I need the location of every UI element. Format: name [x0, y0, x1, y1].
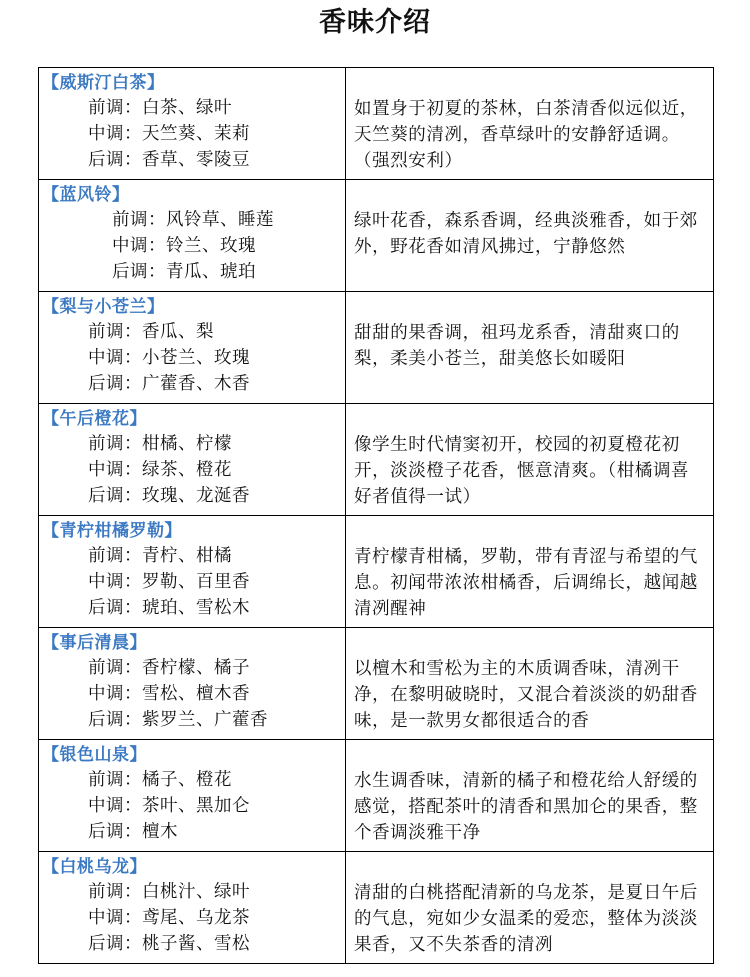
scent-row	[39, 292, 714, 404]
description-cell	[346, 628, 714, 740]
base-note: 后调：青瓜、琥珀	[112, 262, 256, 282]
description-cell	[346, 740, 714, 852]
top-note: 前调：白桃汁、绿叶	[88, 882, 250, 902]
top-note: 前调：柑橘、柠檬	[88, 434, 232, 454]
scent-table	[38, 67, 714, 964]
base-note: 后调：檀木	[88, 822, 178, 842]
base-note: 后调：琥珀、雪松木	[88, 598, 250, 618]
notes-cell	[39, 516, 346, 628]
scent-row	[39, 628, 714, 740]
scent-name: 【银色山泉】	[42, 745, 147, 765]
scent-name: 【事后清晨】	[42, 633, 147, 653]
scent-name: 【梨与小苍兰】	[42, 297, 165, 317]
middle-note: 中调：小苍兰、玫瑰	[88, 348, 250, 368]
description-cell	[346, 852, 714, 964]
description-cell	[346, 68, 714, 180]
scent-description: 如置身于初夏的茶林，白茶清香似远似近，天竺葵的清冽，香草绿叶的安静舒适调。（强烈安利）	[354, 99, 698, 171]
scent-name: 【威斯汀白茶】	[42, 73, 165, 93]
top-note: 前调：风铃草、睡莲	[112, 210, 274, 230]
base-note: 后调：玫瑰、龙涎香	[88, 486, 250, 506]
base-note: 后调：桃子酱、雪松	[88, 934, 250, 954]
scent-description: 青柠檬青柑橘，罗勒，带有青涩与希望的气息。初闻带浓浓柑橘香，后调绵长，越闻越清冽醒神	[354, 547, 698, 619]
description-cell	[346, 292, 714, 404]
middle-note: 中调：鸢尾、乌龙茶	[88, 908, 250, 928]
description-cell	[346, 180, 714, 292]
scent-description: 以檀木和雪松为主的木质调香味，清冽干净，在黎明破晓时，又混合着淡淡的奶甜香味，是一款男女都很适合的香	[354, 659, 698, 731]
top-note: 前调：香瓜、梨	[88, 322, 214, 342]
scent-description: 甜甜的果香调，祖玛龙系香，清甜爽口的梨，柔美小苍兰，甜美悠长如暖阳	[354, 323, 680, 369]
notes-cell	[39, 180, 346, 292]
scent-row	[39, 404, 714, 516]
middle-note: 中调：绿茶、橙花	[88, 460, 232, 480]
notes-cell	[39, 68, 346, 180]
top-note: 前调：白茶、绿叶	[88, 98, 232, 118]
scent-name: 【午后橙花】	[42, 409, 147, 429]
page-title: 香味介绍	[319, 7, 431, 38]
scent-name: 【蓝风铃】	[42, 185, 130, 205]
scent-description: 水生调香味，清新的橘子和橙花给人舒缓的感觉，搭配茶叶的清香和黑加仑的果香，整个香调淡雅干净	[354, 771, 698, 843]
scent-row	[39, 68, 714, 180]
middle-note: 中调：天竺葵、茉莉	[88, 124, 250, 144]
base-note: 后调：广藿香、木香	[88, 374, 250, 394]
notes-cell	[39, 292, 346, 404]
scent-name: 【白桃乌龙】	[42, 857, 147, 877]
top-note: 前调：青柠、柑橘	[88, 546, 232, 566]
scent-row	[39, 180, 714, 292]
scent-name: 【青柠柑橘罗勒】	[42, 521, 182, 541]
scent-row	[39, 516, 714, 628]
scent-row	[39, 740, 714, 852]
scent-description: 绿叶花香，森系香调，经典淡雅香，如于郊外，野花香如清风拂过，宁静悠然	[354, 211, 698, 257]
scent-description: 像学生时代情窦初开，校园的初夏橙花初开，淡淡橙子花香，惬意清爽。（柑橘调喜好者值得一试）	[354, 435, 690, 507]
middle-note: 中调：茶叶、黑加仑	[88, 796, 250, 816]
base-note: 后调：紫罗兰、广藿香	[88, 710, 268, 730]
notes-cell	[39, 628, 346, 740]
notes-cell	[39, 740, 346, 852]
top-note: 前调：橘子、橙花	[88, 770, 232, 790]
middle-note: 中调：雪松、檀木香	[88, 684, 250, 704]
description-cell	[346, 404, 714, 516]
notes-cell	[39, 404, 346, 516]
middle-note: 中调：罗勒、百里香	[88, 572, 250, 592]
middle-note: 中调：铃兰、玫瑰	[112, 236, 256, 256]
scent-row	[39, 852, 714, 964]
scent-description: 清甜的白桃搭配清新的乌龙茶，是夏日午后的气息，宛如少女温柔的爱恋，整体为淡淡果香，又不失茶香的清冽	[354, 883, 698, 955]
notes-cell	[39, 852, 346, 964]
base-note: 后调：香草、零陵豆	[88, 150, 250, 170]
description-cell	[346, 516, 714, 628]
top-note: 前调：香柠檬、橘子	[88, 658, 250, 678]
